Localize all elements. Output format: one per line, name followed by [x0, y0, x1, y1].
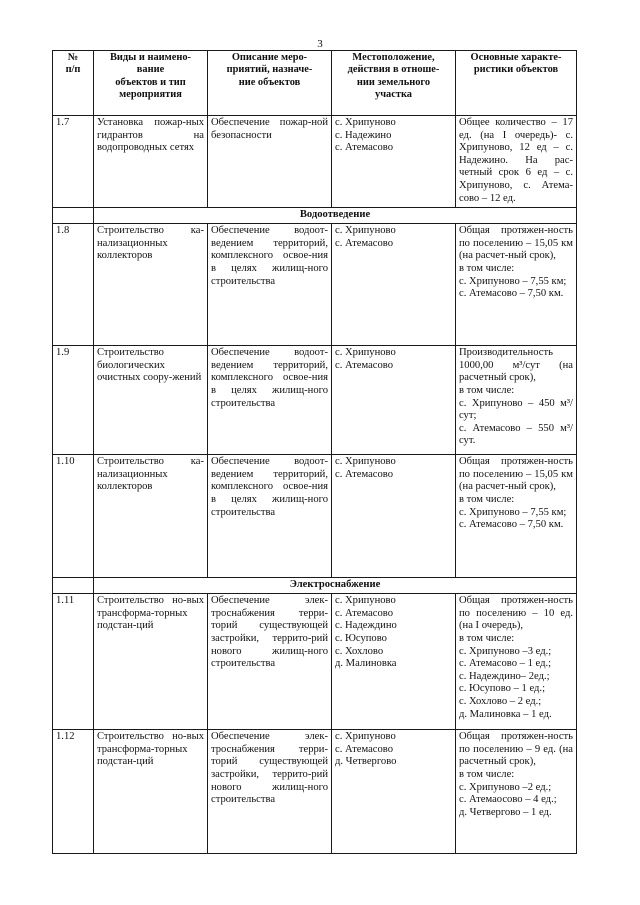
table-row [53, 116, 577, 208]
page-number: 3 [317, 38, 323, 50]
row-num: 1.12 [53, 730, 94, 854]
section-spacer [53, 578, 94, 594]
table-row [53, 346, 577, 455]
section-row-power [53, 578, 577, 594]
section-row-water [53, 208, 577, 224]
row-specs: Общая протяжен-ность по поселению – 15,05 км (на расчет-ный срок), в том числе: с. Хрипуново – 7,55 км; с. Атемасово – 7,50 км. [456, 224, 577, 346]
row-specs: Общая протяжен-ность по поселению – 9 ед. (на расчетный срок), в том числе: с. Хрипуново –2 ед.; с. Атемаосово – 4 ед.; д. Четвергово – 1 ед. [456, 730, 577, 854]
row-kind: Строительство ка-нализационных коллекторов [94, 455, 208, 578]
table-row [53, 594, 577, 730]
row-description: Обеспечение водоот-ведением территорий, комплексного освое-ния в целях жилищ-ного строительства [208, 346, 332, 455]
row-specs: Общая протяжен-ность по поселению – 15,05 км (на расчет-ный срок), в том числе: с. Хрипуново – 7,55 км; с. Атемасово – 7,50 км. [456, 455, 577, 578]
section-title-water: Водоотведение [94, 208, 577, 224]
row-specs: Общая протяжен-ность по поселению – 10 ед. (на I очередь), в том числе: с. Хрипуново –3 ед.; с. Атемасово – 1 ед.; с. Надеждино– 2ед.; с. Юсупово – 1 ед.; с. Хохлово – 2 ед.; д. Малиновка – 1 ед. [456, 594, 577, 730]
header-num: № п/п [53, 51, 94, 116]
row-location: с. Хрипуново с. Надежино с. Атемасово [332, 116, 456, 208]
row-kind: Строительство биологических очистных соору-жений [94, 346, 208, 455]
row-description: Обеспечение элек-троснабжения терри-торий существующей застройки, террито-рий нового жилищ-ного строительства [208, 730, 332, 854]
row-kind: Установка пожар-ных гидрантов на водопроводных сетях [94, 116, 208, 208]
row-location: с. Хрипуново с. Атемасово д. Четвергово [332, 730, 456, 854]
row-num: 1.8 [53, 224, 94, 346]
row-specs: Производительность 1000,00 м³/сут (на расчетный срок), в том числе: с. Хрипуново – 450 м³/сут; с. Атемасово – 550 м³/сут. [456, 346, 577, 455]
objects-table [52, 50, 577, 854]
header-specs: Основные характе- ристики объектов [456, 51, 577, 116]
section-spacer [53, 208, 94, 224]
row-description: Обеспечение пожар-ной безопасности [208, 116, 332, 208]
row-description: Обеспечение водоот-ведением территорий, комплексного освое-ния в целях жилищ-ного строительства [208, 224, 332, 346]
row-description: Обеспечение элек-троснабжения терри-торий существующей застройки, террито-рий нового жилищ-ного строительства [208, 594, 332, 730]
row-kind: Строительство но-вых трансформа-торных подстан-ций [94, 594, 208, 730]
row-num: 1.9 [53, 346, 94, 455]
row-num: 1.7 [53, 116, 94, 208]
row-kind: Строительство ка-нализационных коллекторов [94, 224, 208, 346]
header-kind: Виды и наимено- вание объектов и тип мероприятия [94, 51, 208, 116]
row-location: с. Хрипуново с. Атемасово с. Надеждино с. Юсупово с. Хохлово д. Малиновка [332, 594, 456, 730]
section-title-power: Электроснабжение [94, 578, 577, 594]
header-description: Описание меро- приятий, назначе- ние объектов [208, 51, 332, 116]
row-location: с. Хрипуново с. Атемасово [332, 455, 456, 578]
table-row [53, 455, 577, 578]
row-num: 1.10 [53, 455, 94, 578]
table-row [53, 224, 577, 346]
row-description: Обеспечение водоот-ведением территорий, комплексного освое-ния в целях жилищ-ного строительства [208, 455, 332, 578]
row-kind: Строительство но-вых трансформа-торных подстан-ций [94, 730, 208, 854]
row-specs: Общее количество – 17 ед. (на I очередь)- с. Хрипуново, 12 ед – с. Надежино. На рас-четный срок 6 ед – с. Хрипуново, с. Атема-сово – 12 ед. [456, 116, 577, 208]
row-location: с. Хрипуново с. Атемасово [332, 224, 456, 346]
row-num: 1.11 [53, 594, 94, 730]
header-location: Местоположение, действия в отноше- нии земельного участка [332, 51, 456, 116]
table-header-row [53, 51, 577, 116]
row-location: с. Хрипуново с. Атемасово [332, 346, 456, 455]
table-row [53, 730, 577, 854]
